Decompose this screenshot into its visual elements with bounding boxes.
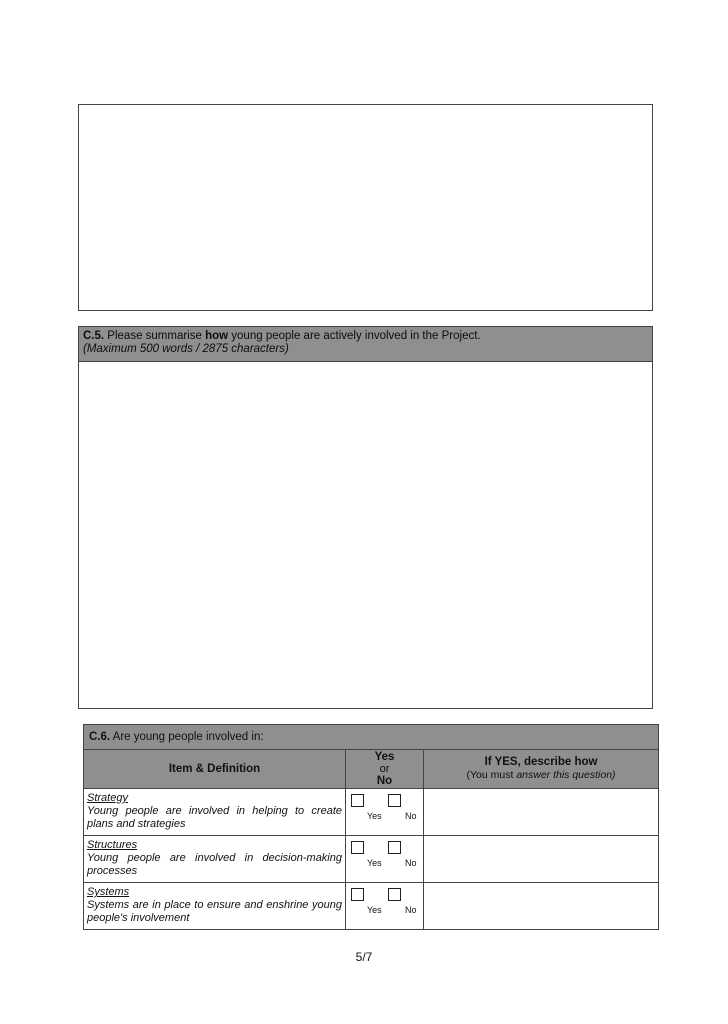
- c6-question: [84, 725, 659, 750]
- c6-question-text: Are young people involved in:: [112, 731, 264, 743]
- c5-question-post: young people are actively involved in the Project.: [228, 330, 481, 342]
- yes-no-cell: [346, 836, 424, 883]
- describe-how-field[interactable]: [424, 836, 659, 883]
- c6-column-headers: [84, 750, 659, 789]
- col-desc-note-em: answer this question): [516, 769, 616, 781]
- col-or-label: or: [379, 763, 390, 775]
- yes-checkbox[interactable]: [351, 794, 364, 807]
- no-label: No: [405, 858, 417, 868]
- c5-limit: (Maximum 500 words / 2875 characters): [83, 343, 289, 355]
- c5-question-bold: how: [205, 330, 229, 342]
- yes-checkbox[interactable]: [351, 888, 364, 901]
- yes-label: Yes: [367, 905, 382, 915]
- col-item-header: [84, 750, 346, 789]
- c5-number: C.5.: [83, 330, 105, 342]
- col-yes-label: Yes: [374, 751, 395, 763]
- yes-no-cell: [346, 789, 424, 836]
- item-cell: [84, 789, 346, 836]
- col-item-label: Item & Definition: [168, 763, 261, 775]
- yes-no-cell: [346, 883, 424, 930]
- item-title: Strategy: [87, 792, 128, 804]
- col-yesno-header: [346, 750, 424, 789]
- c6-number: C.6.: [89, 731, 111, 743]
- yes-label: Yes: [367, 858, 382, 868]
- no-checkbox[interactable]: [388, 794, 401, 807]
- c5-section: [78, 326, 653, 709]
- table-row: [84, 789, 659, 836]
- col-desc-label: If YES, describe how: [484, 756, 598, 768]
- c5-answer-area[interactable]: [79, 362, 652, 708]
- col-no-label: No: [376, 775, 393, 787]
- table-row: [84, 836, 659, 883]
- item-title: Structures: [87, 839, 138, 851]
- col-desc-note-pre: (You must: [466, 769, 517, 781]
- item-definition: Systems are in place to ensure and enshrine young people's involvement: [87, 899, 342, 924]
- describe-how-field[interactable]: [424, 883, 659, 930]
- table-row: [84, 883, 659, 930]
- page-number: 5/7: [355, 950, 373, 964]
- no-checkbox[interactable]: [388, 841, 401, 854]
- c6-section: [83, 724, 658, 930]
- c6-title-row: [84, 725, 659, 750]
- yes-label: Yes: [367, 811, 382, 821]
- col-desc-note: [467, 769, 616, 781]
- c6-table: [83, 724, 659, 930]
- item-cell: [84, 883, 346, 930]
- previous-answer-box[interactable]: [78, 104, 653, 311]
- item-title: Systems: [87, 886, 130, 898]
- item-definition: Young people are involved in helping to create plans and strategies: [87, 805, 342, 830]
- no-label: No: [405, 905, 417, 915]
- c5-question: [79, 327, 652, 359]
- c5-question-pre: Please summarise: [107, 330, 206, 342]
- item-definition: Young people are involved in decision-making processes: [87, 852, 342, 877]
- yes-checkbox[interactable]: [351, 841, 364, 854]
- no-label: No: [405, 811, 417, 821]
- item-cell: [84, 836, 346, 883]
- col-desc-header: [424, 750, 659, 789]
- describe-how-field[interactable]: [424, 789, 659, 836]
- no-checkbox[interactable]: [388, 888, 401, 901]
